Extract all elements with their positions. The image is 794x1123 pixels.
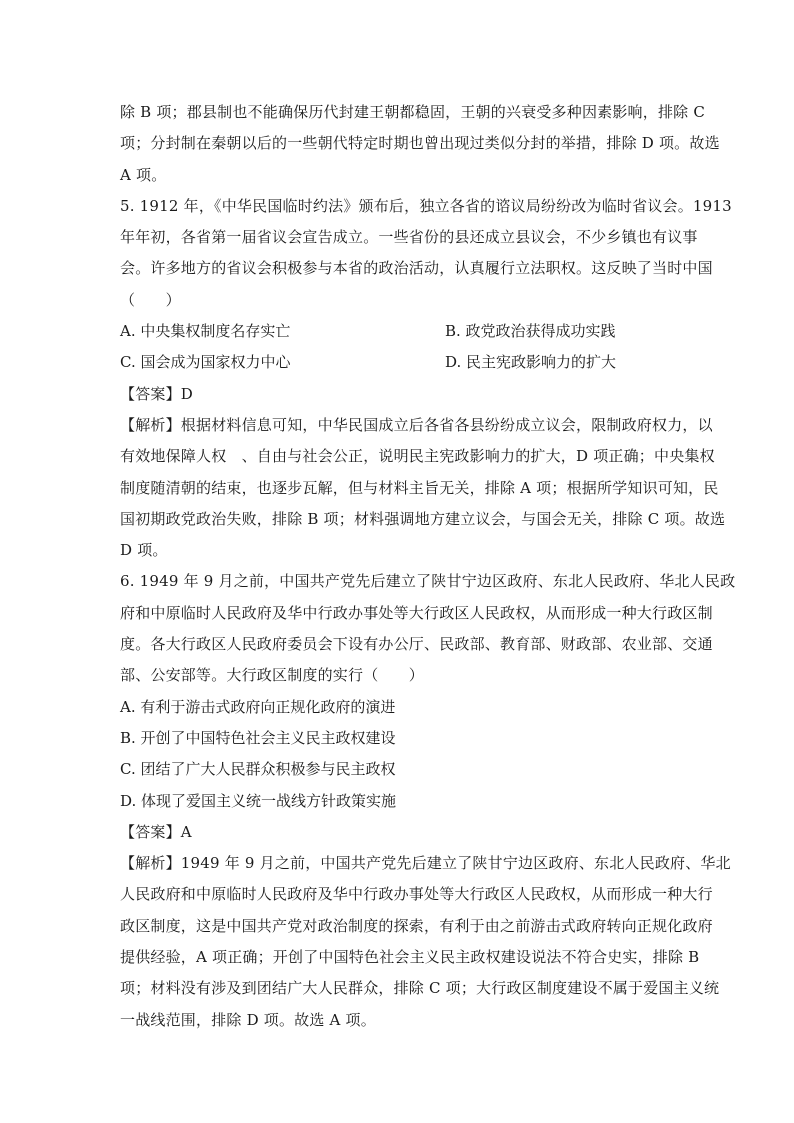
text-line: 有效地保障人权 、自由与社会公正，说明民主宪政影响力的扩大，D 项正确；中央集权 bbox=[120, 447, 715, 466]
text-line: 项；分封制在秦朝以后的一些朝代特定时期也曾出现过类似分封的举措，排除 D 项。故选 bbox=[120, 134, 720, 153]
option-d: D. 民主宪政影响力的扩大 bbox=[445, 353, 617, 372]
option-c: C. 国会成为国家权力中心 bbox=[120, 353, 291, 372]
document-page bbox=[120, 97, 736, 1036]
option-d: D. 体现了爱国主义统一战线方针政策实施 bbox=[120, 791, 397, 810]
option-a: A. 中央集权制度名存实亡 bbox=[120, 322, 291, 341]
text-line: 会。许多地方的省议会积极参与本省的政治活动，认真履行立法职权。这反映了当时中国 bbox=[120, 259, 713, 278]
text-line: 国初期政党政治失败，排除 B 项；材料强调地方建立议会，与国会无关，排除 C 项。故选 bbox=[120, 509, 726, 528]
text-line: 5. 1912 年，《中华民国临时约法》颁布后，独立各省的谘议局纷纷改为临时省议会。1913 bbox=[120, 196, 732, 215]
question-6 bbox=[120, 566, 736, 1035]
option-row bbox=[120, 316, 680, 347]
text-line: 人民政府和中原临时人民政府及华中行政办事处等大行政区人民政权，从而形成一种大行 bbox=[120, 885, 713, 904]
text-line: 提供经验，A 项正确；开创了中国特色社会主义民主政权建设说法不符合史实，排除 B bbox=[120, 948, 700, 967]
option-b: B. 政党政治获得成功实践 bbox=[445, 322, 616, 341]
analysis bbox=[120, 848, 731, 1036]
question-5 bbox=[120, 191, 732, 567]
option-a: A. 有利于游击式政府向正规化政府的演进 bbox=[120, 697, 396, 716]
text-line: A 项。 bbox=[120, 165, 167, 184]
previous-analysis-tail bbox=[120, 97, 720, 191]
text-line: 年年初，各省第一届省议会宣告成立。一些省份的县还成立县议会，不少乡镇也有议事 bbox=[120, 228, 698, 247]
text-line: 除 B 项；郡县制也不能确保历代封建王朝都稳固，王朝的兴衰受多种因素影响，排除 C bbox=[120, 103, 706, 121]
answer: 【答案】D bbox=[120, 384, 194, 403]
text-line: 度。各大行政区人民政府委员会下设有办公厅、民政部、教育部、财政部、农业部、交通 bbox=[120, 635, 713, 654]
text-line: 【解析】1949 年 9 月之前，中国共产党先后建立了陕甘宁边区政府、东北人民政府、华北 bbox=[120, 854, 731, 873]
option-row bbox=[120, 347, 680, 378]
answer: 【答案】A bbox=[120, 822, 192, 841]
analysis bbox=[120, 410, 726, 566]
text-line: 6. 1949 年 9 月之前，中国共产党先后建立了陕甘宁边区政府、东北人民政府、华北人民政 bbox=[120, 572, 736, 591]
text-line: （ ） bbox=[120, 290, 181, 309]
text-line: 政区制度，这是中国共产党对政治制度的探索，有利于由之前游击式政府转向正规化政府 bbox=[120, 916, 713, 935]
text-line: 【解析】根据材料信息可知，中华民国成立后各省各县纷纷成立议会，限制政府权力，以 bbox=[120, 415, 713, 434]
option-c: C. 团结了广大人民群众积极参与民主政权 bbox=[120, 760, 396, 779]
question-stem bbox=[120, 566, 736, 691]
text-line: 一战线范围，排除 D 项。故选 A 项。 bbox=[120, 1010, 376, 1029]
text-line: D 项。 bbox=[120, 541, 168, 560]
text-line: 部、公安部等。大行政区制度的实行（ ） bbox=[120, 666, 425, 685]
text-line: 项；材料没有涉及到团结广大人民群众，排除 C 项；大行政区制度建设不属于爱国主义统 bbox=[120, 979, 720, 998]
text-line: 府和中原临时人民政府及华中行政办事处等大行政区人民政权，从而形成一种大行政区制 bbox=[120, 603, 713, 622]
text-line: 制度随清朝的结束，也逐步瓦解，但与材料主旨无关，排除 A 项；根据所学知识可知，民 bbox=[120, 478, 719, 497]
option-b: B. 开创了中国特色社会主义民主政权建设 bbox=[120, 728, 396, 747]
question-stem bbox=[120, 191, 732, 316]
